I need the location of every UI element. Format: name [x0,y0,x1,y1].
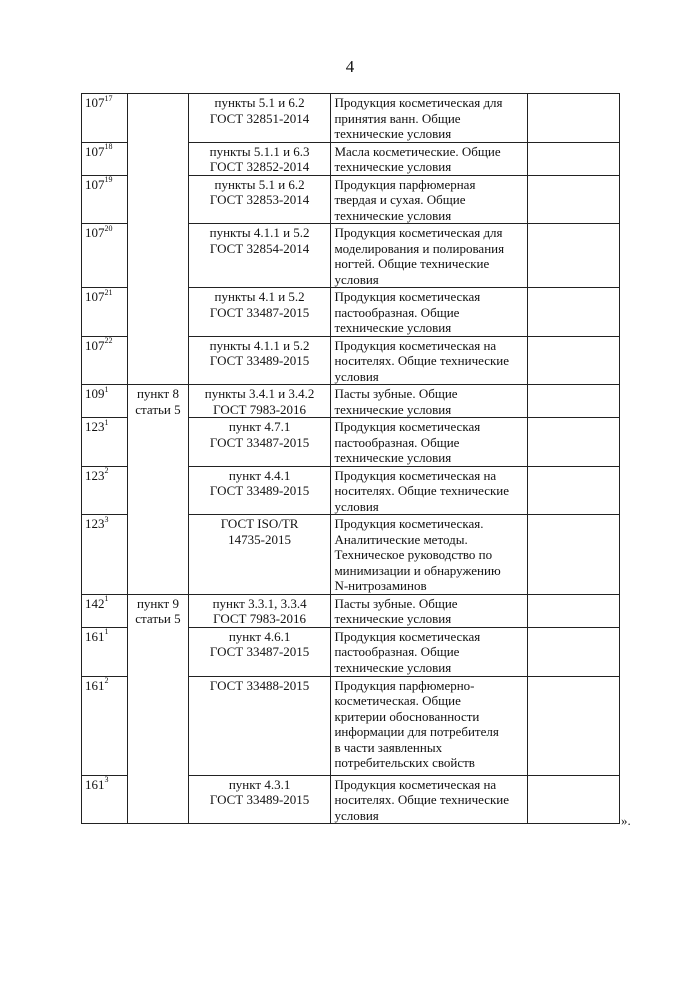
article-line: статьи 5 [135,401,181,417]
table-row [82,385,620,418]
table-row [82,175,620,224]
standard-line: ГОСТ 32854-2014 [209,240,310,256]
standard-title-line: Продукция парфюмерно- [334,677,475,693]
row-number-superscript: 1 [104,594,109,604]
standard-line: ГОСТ 32853-2014 [209,192,310,207]
article-cell [128,775,189,824]
standard-line: пункт 4.4.1 [228,467,291,483]
table-row [82,627,620,676]
standard-title-line: технические условия [334,611,452,626]
row-number-cell [82,94,128,143]
standard-title-line: косметическая. Общие [334,693,461,708]
standard-title-line: условия [334,498,379,514]
row-number: 107 [85,289,105,304]
standard-title-line: N-нитрозаминов [334,578,427,593]
standard-cell [188,224,331,288]
empty-cell [527,336,619,385]
standard-title-line: технические условия [334,207,452,223]
row-number-cell [82,594,128,627]
standard-title-line: в части заявленных [334,739,443,755]
standard-line: пункт 4.7.1 [228,419,291,434]
standard-title-line: технические условия [334,401,452,417]
standard-title-line: Продукция косметическая на [334,776,497,792]
empty-cell [527,515,619,595]
standard-title-cell [331,466,527,515]
article-cell [128,224,189,288]
standard-title-line: Продукция косметическая для [334,95,503,110]
table-row [82,336,620,385]
standard-title-line: Пасты зубные. Общие [334,595,458,611]
standard-title-line: ногтей. Общие технические [334,256,490,271]
standards-table [81,93,620,824]
standard-cell [188,142,331,175]
row-number-superscript: 18 [104,142,113,152]
standard-cell [188,94,331,143]
article-cell [128,515,189,595]
standard-cell [188,418,331,467]
row-number: 107 [85,225,105,240]
article-line: пункт 9 [136,595,179,611]
standard-title-cell [331,676,527,775]
standard-line: ГОСТ 33488-2015 [209,677,310,693]
row-number-cell [82,775,128,824]
standard-line: пункт 3.3.1, 3.3.4 [212,595,307,611]
standard-title-line: Продукция косметическая на [334,467,497,483]
standard-cell [188,336,331,385]
standard-title-line: условия [334,807,379,823]
standard-title-cell [331,594,527,627]
standard-title-line: Продукция косметическая для [334,225,503,240]
row-number-cell [82,418,128,467]
empty-cell [527,466,619,515]
page-number: 4 [345,57,355,76]
standard-line: пункты 5.1 и 6.2 [214,95,305,110]
standard-title-line: технические условия [334,320,452,335]
row-number-superscript: 17 [104,93,113,103]
standard-title-cell [331,224,527,288]
standard-title-line: технические условия [334,450,452,465]
standard-title-line: потребительских свойств [334,755,475,770]
standard-line: пункт 4.3.1 [228,776,291,792]
standard-title-line: принятия ванн. Общие [334,110,461,126]
standard-line: пункты 4.1.1 и 5.2 [209,337,310,353]
standard-line: ГОСТ 33489-2015 [209,792,310,807]
standard-title-line: технические условия [334,159,452,174]
row-number: 123 [85,467,105,483]
article-cell [128,627,189,676]
table-row [82,288,620,337]
row-number: 161 [85,776,105,792]
row-number-cell [82,142,128,175]
table-row [82,594,620,627]
row-number-cell [82,385,128,418]
article-cell [128,466,189,515]
standard-title-line: технические условия [334,659,452,675]
row-number-superscript: 22 [104,336,113,346]
standard-title-line: Продукция косметическая [334,419,481,434]
empty-cell [527,594,619,627]
standard-title-cell [331,336,527,385]
table-row [82,142,620,175]
table-row [82,676,620,775]
standard-line: ГОСТ 7983-2016 [213,611,307,626]
standard-title-line: Продукция косметическая [334,628,481,644]
standard-title-line: носителях. Общие технические [334,483,510,498]
empty-cell [527,627,619,676]
empty-cell [527,676,619,775]
row-number-cell [82,336,128,385]
row-number-superscript: 1 [104,627,109,637]
empty-cell [527,224,619,288]
table-row [82,775,620,824]
standard-line: ГОСТ 33489-2015 [209,353,310,368]
standard-title-line: условия [334,368,379,384]
article-line: пункт 8 [136,386,179,401]
empty-cell [527,94,619,143]
standard-title-line: Продукция косметическая. [334,516,484,531]
article-cell [128,418,189,467]
standard-title-cell [331,175,527,224]
standard-title-line: Продукция парфюмерная [334,176,476,192]
table-row [82,515,620,595]
row-number-superscript: 20 [104,223,113,233]
row-number-superscript: 3 [104,775,109,785]
article-cell [128,676,189,775]
row-number: 123 [85,516,105,531]
standard-line: пункты 5.1.1 и 6.3 [209,143,310,159]
row-number: 107 [85,337,105,353]
standard-title-line: пастообразная. Общие [334,304,460,320]
row-number: 161 [85,677,105,693]
standard-title-line: Аналитические методы. [334,531,468,547]
standard-line: ГОСТ 32852-2014 [209,159,310,174]
row-number: 109 [85,386,105,401]
empty-cell [527,775,619,824]
standard-cell [188,385,331,418]
standard-line: пункты 3.4.1 и 3.4.2 [204,386,315,401]
standard-line: ГОСТ 33487-2015 [209,304,310,320]
standard-cell [188,594,331,627]
standard-title-line: технические условия [334,126,452,141]
empty-cell [527,142,619,175]
standard-line: ГОСТ 33487-2015 [209,644,310,659]
standard-title-line: информации для потребителя [334,724,499,739]
standard-cell [188,627,331,676]
standard-cell [188,288,331,337]
standard-title-line: пастообразная. Общие [334,434,460,450]
standard-line: пункты 5.1 и 6.2 [214,176,305,192]
row-number: 107 [85,95,105,110]
article-cell [128,142,189,175]
standard-title-line: моделирования и полирования [334,240,505,256]
standard-line: ГОСТ 33487-2015 [209,434,310,450]
article-cell [128,594,189,627]
row-number-superscript: 3 [104,514,109,524]
standard-cell [188,775,331,824]
article-cell [128,336,189,385]
row-number-superscript: 2 [104,466,109,476]
article-cell [128,385,189,418]
closing-quote: ». [621,813,631,828]
row-number-superscript: 1 [104,417,109,427]
standard-line: пункты 4.1.1 и 5.2 [209,225,310,240]
standard-title-line: условия [334,271,379,287]
standard-title-line: Пасты зубные. Общие [334,386,458,401]
standard-title-line: Масла косметические. Общие [334,143,501,159]
article-cell [128,175,189,224]
standard-title-cell [331,288,527,337]
empty-cell [527,288,619,337]
standard-title-line: критерии обоснованности [334,708,480,724]
empty-cell [527,385,619,418]
row-number: 107 [85,143,105,159]
table-row [82,224,620,288]
standard-title-line: Продукция косметическая на [334,337,497,353]
standard-title-line: пастообразная. Общие [334,644,460,659]
table-row [82,466,620,515]
standard-cell [188,515,331,595]
standard-title-cell [331,515,527,595]
standard-cell [188,466,331,515]
standard-line: 14735-2015 [228,531,292,547]
row-number: 161 [85,628,105,644]
row-number-superscript: 21 [104,287,113,297]
standard-title-cell [331,418,527,467]
standard-line: пункты 4.1 и 5.2 [214,289,305,304]
standard-title-cell [331,94,527,143]
table-row [82,94,620,143]
row-number-superscript: 1 [104,384,109,394]
article-line: статьи 5 [135,611,181,626]
row-number-cell [82,676,128,775]
row-number-cell [82,224,128,288]
row-number: 107 [85,176,105,192]
standard-title-cell [331,385,527,418]
standard-cell [188,175,331,224]
standard-title-line: носителях. Общие технические [334,353,510,368]
standard-line: ГОСТ 32851-2014 [209,110,310,126]
standard-title-line: носителях. Общие технические [334,792,510,807]
standard-title-line: Техническое руководство по [334,547,493,562]
row-number-cell [82,466,128,515]
row-number-cell [82,288,128,337]
row-number-superscript: 19 [104,175,113,185]
standard-line: ГОСТ 33489-2015 [209,483,310,498]
row-number-cell [82,627,128,676]
row-number: 142 [85,595,105,611]
row-number-cell [82,515,128,595]
row-number-cell [82,175,128,224]
standard-title-cell [331,142,527,175]
article-cell [128,94,189,143]
row-number: 123 [85,419,105,434]
table-row [82,418,620,467]
empty-cell [527,418,619,467]
standard-title-line: Продукция косметическая [334,289,481,304]
standard-cell [188,676,331,775]
standard-line: пункт 4.6.1 [228,628,291,644]
standard-title-line: минимизации и обнаружению [334,562,501,578]
standard-title-cell [331,775,527,824]
standard-title-cell [331,627,527,676]
standard-title-line: твердая и сухая. Общие [334,192,466,207]
standard-line: ГОСТ ISO/TR [220,516,299,531]
standard-line: ГОСТ 7983-2016 [213,401,307,417]
row-number-superscript: 2 [104,676,109,686]
article-cell [128,288,189,337]
empty-cell [527,175,619,224]
